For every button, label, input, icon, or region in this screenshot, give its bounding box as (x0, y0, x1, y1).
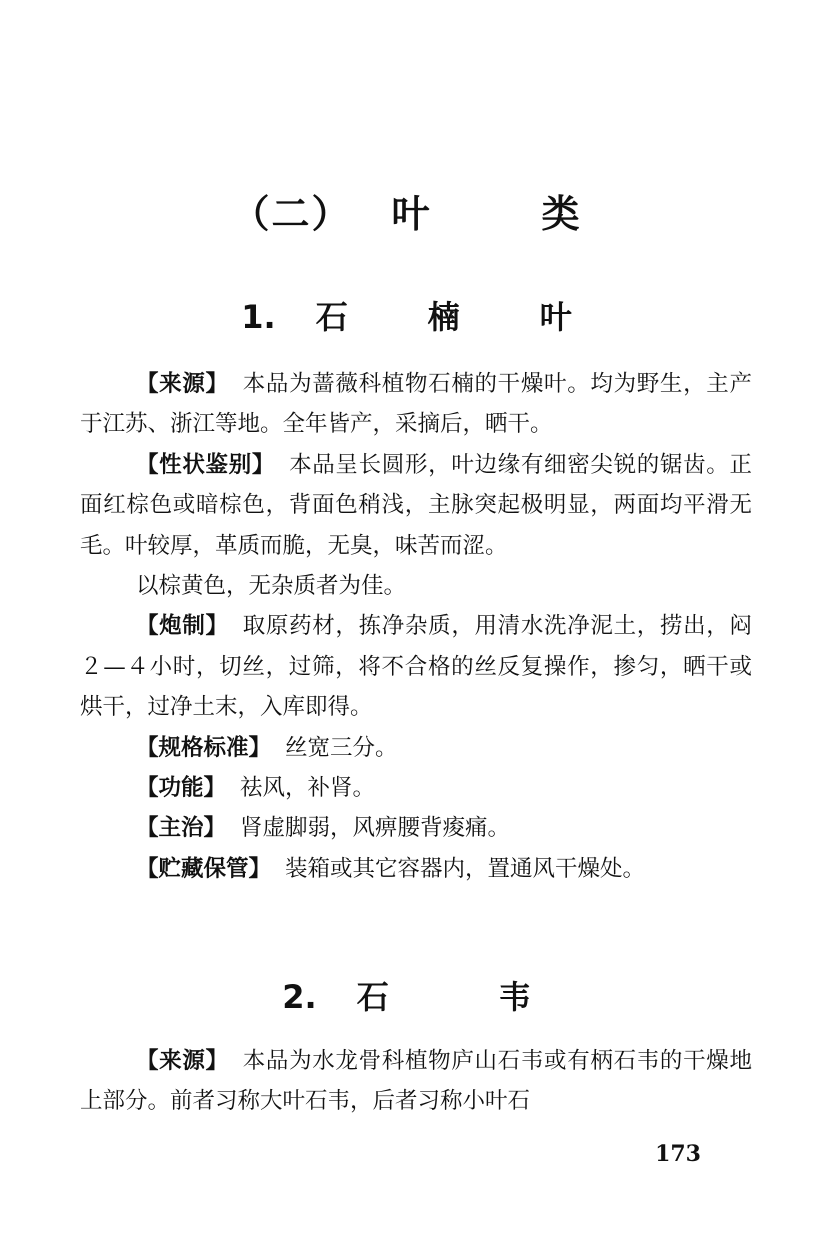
entry-name-char-1: 石 (356, 978, 389, 1016)
section-title-char-1: 叶 (391, 192, 432, 236)
label-traits: 【性状鉴别】 (136, 451, 276, 478)
text-traits: 本品呈长圆形，叶边缘有细密尖锐的锯齿。正面红棕色或暗棕色，背面色稍浅，主脉突起极明显，两面均平滑无毛。叶较厚，革质而脆，无臭，味苦而涩。 (80, 451, 752, 559)
label-function: 【功能】 (136, 775, 227, 802)
entry-body-shiwei (80, 1041, 752, 1122)
paragraph-quality (80, 566, 752, 606)
page-number: 173 (655, 1141, 701, 1167)
entry-name-char-2: 楠 (427, 298, 460, 336)
entry-number: 1. (241, 298, 276, 336)
label-processing: 【炮制】 (136, 613, 229, 640)
paragraph-traits (80, 445, 752, 566)
paragraph-function (80, 768, 752, 808)
text-source: 本品为蔷薇科植物石楠的干燥叶。均为野生，主产于江苏、浙江等地。全年皆产，采摘后，晒干。 (80, 371, 752, 438)
paragraph-source (80, 1041, 752, 1122)
entry-body-shinanye (80, 364, 752, 889)
entry-name-char-1: 石 (315, 298, 348, 336)
section-heading (0, 183, 813, 238)
entry-title-shinanye (0, 292, 813, 338)
section-number: （二） (231, 192, 352, 236)
paragraph-source (80, 364, 752, 445)
text-function: 祛风，补肾。 (240, 775, 376, 802)
text-storage: 装箱或其它容器内，置通风干燥处。 (285, 855, 646, 882)
label-storage: 【贮藏保管】 (136, 855, 272, 882)
entry-name-char-3: 叶 (539, 298, 572, 336)
text-indication: 肾虚脚弱，风痹腰背痠痛。 (240, 815, 511, 842)
label-indication: 【主治】 (136, 815, 227, 842)
entry-title-shiwei (0, 972, 813, 1018)
text-source: 本品为水龙骨科植物庐山石韦或有柄石韦的干燥地上部分。前者习称大叶石韦，后者习称小叶石 (80, 1048, 752, 1115)
text-spec: 丝宽三分。 (285, 734, 398, 761)
text-processing: 取原药材，拣净杂质，用清水洗净泥土，捞出，闷２—４小时，切丝，过筛，将不合格的丝反复操作，掺匀，晒干或烘干，过净土末，入库即得。 (80, 613, 752, 721)
paragraph-spec (80, 728, 752, 768)
paragraph-indication (80, 808, 752, 848)
entry-name-char-2: 韦 (498, 978, 531, 1016)
label-source: 【来源】 (136, 371, 229, 397)
label-source: 【来源】 (136, 1048, 229, 1074)
text-quality: 以棕黄色，无杂质者为佳。 (136, 573, 407, 600)
paragraph-storage (80, 849, 752, 889)
label-spec: 【规格标准】 (136, 734, 272, 761)
entry-number: 2. (282, 978, 317, 1016)
paragraph-processing (80, 606, 752, 727)
section-title-char-2: 类 (541, 192, 582, 236)
